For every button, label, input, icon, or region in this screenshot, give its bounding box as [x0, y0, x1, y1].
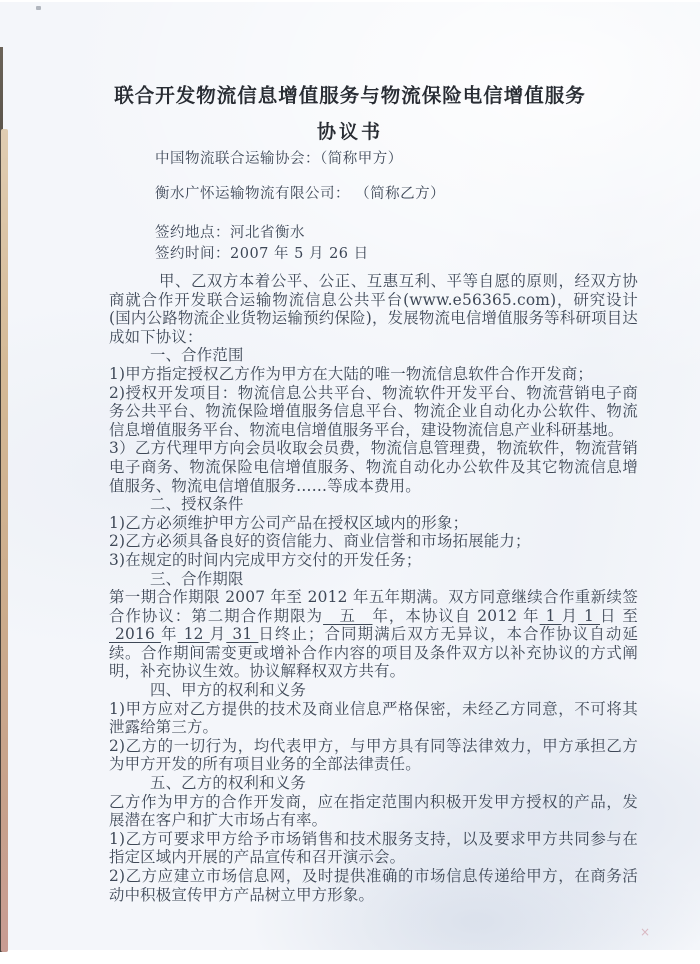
paragraph-text: 四、甲方的权利和义务 — [150, 681, 306, 700]
section-heading — [109, 774, 638, 793]
body-paragraph — [109, 514, 638, 533]
filled-blank-underlined: 12 — [177, 625, 210, 644]
filled-blank-underlined: 2016 — [109, 625, 162, 644]
section-heading — [109, 346, 638, 365]
paragraph-text: 乙方作为甲方的合作开发商，应在指定范围内积极开发甲方授权的产品，发展潜在客户和扩大市场占有率。 — [109, 792, 638, 830]
paragraph-text: 二、授权条件 — [150, 495, 244, 514]
filled-blank-underlined: 五 — [323, 606, 373, 625]
filled-blank-underlined: 1 — [578, 606, 600, 625]
body-paragraph — [109, 867, 638, 904]
document-content — [0, 2, 700, 904]
paragraph-text: 1)乙方必须维护甲方公司产品在授权区域内的形象； — [109, 513, 469, 532]
body-paragraph — [109, 551, 638, 570]
paragraph-text: 第一期合作期限 2007 年至 2012 年五年期满。双方同意继续合作重新续签合作协议：第二期合作期限为 — [109, 588, 638, 625]
document-subtitle: 协议书 — [316, 121, 383, 143]
paragraph-text: 1)甲方应对乙方提供的技术及商业信息严格保密，未经乙方同意，不可将其泄露给第三方。 — [109, 699, 638, 737]
body-paragraph — [109, 793, 638, 830]
section-heading — [109, 570, 638, 589]
paragraph-text: 月 — [561, 606, 579, 625]
party-a-line: 中国物流联合运输协会：（简称甲方） — [155, 151, 403, 167]
paragraph-text: 三、合作期限 — [150, 569, 244, 588]
paragraph-text: 日终止；合同期满后双方无异议，本合作协议自动延续。合作期间需变更或增补合作内容的项目及条件双方以补充协议的方式阐明，补充协议生效。协议解释权双方共有。 — [109, 625, 639, 681]
scan-corner-mark: × — [640, 925, 651, 939]
paragraph-text: 2)乙方应建立市场信息网，及时提供准确的市场信息传递给甲方，在商务活动中积极宣传甲方产品树立甲方形象。 — [109, 867, 638, 904]
document-title: 联合开发物流信息增值服务与物流保险电信增值服务 — [114, 84, 586, 107]
sign-time-line: 签约时间：2007 年 5 月 26 日 — [155, 246, 369, 262]
paragraph-text: 3）乙方代理甲方向会员收取会员费，物流信息管理费，物流软件，物流营销电子商务、物流保险电信增值服务、物流自动化办公软件及其它物流信息增值服务、物流电信增值服务……等成本费用。 — [109, 439, 638, 495]
body-paragraph — [109, 700, 638, 737]
filled-blank-underlined: 31 — [226, 625, 259, 644]
body-paragraph — [109, 439, 638, 495]
section-heading — [109, 681, 638, 700]
section-heading — [109, 495, 638, 514]
paragraph-text: 月 — [209, 625, 227, 644]
sign-place-line: 签约地点：河北省衡水 — [155, 225, 305, 241]
paragraph-text: 2)授权开发项目：物流信息公共平台、物流软件开发平台、物流营销电子商务公共平台、物流保险增值服务信息平台、物流企业自动化办公软件、物流信息增值服务平台、物流电信增值服务平台，建设物流信息产业科研基地。 — [109, 383, 638, 439]
paragraph-text: 2)乙方必须具备良好的资信能力、商业信誉和市场拓展能力； — [109, 532, 531, 551]
paragraph-text: 1)乙方可要求甲方给予市场销售和技术服务支持，以及要求甲方共同参与在指定区域内开展的产品宣传和召开演示会。 — [109, 829, 638, 867]
paragraph-text: 1)甲方指定授权乙方作为甲方在大陆的唯一物流信息软件合作开发商； — [109, 364, 593, 383]
paragraph-text: 一、合作范围 — [150, 346, 244, 365]
paragraph-text: 年 — [161, 625, 178, 644]
paragraph-text: 2)乙方的一切行为，均代表甲方，与甲方具有同等法律效力，甲方承担乙方为甲方开发的所有项目业务的全部法律责任。 — [109, 736, 638, 774]
paragraph-text: 五、乙方的权利和义务 — [150, 774, 306, 793]
paragraph-text: 年，本协议自 2012 年 — [372, 606, 540, 625]
paragraph-text: 甲、乙双方本着公平、公正、互惠互利、平等自愿的原则，经双方协商就合作开发联合运输物流信息公共平台(www.e56365.com)，研究设计(国内公路物流企业货物运输预约保险)，发展物流电信增值服务等科研项目达成如下协议： — [109, 272, 638, 346]
party-b-line: 衡水广怀运输物流有限公司： （简称乙方） — [155, 186, 446, 202]
paragraph-text: 日 至 — [599, 606, 639, 625]
body-paragraph — [109, 830, 638, 867]
paragraph-text: 3)在规定的时间内完成甲方交付的开发任务； — [109, 550, 422, 569]
body-paragraph — [109, 588, 638, 681]
agreement-body — [109, 272, 638, 904]
filled-blank-underlined: 1 — [539, 606, 562, 625]
body-paragraph — [109, 365, 638, 384]
paper-sheet — [0, 2, 700, 950]
body-paragraph — [109, 384, 638, 440]
body-paragraph — [109, 737, 638, 774]
body-paragraph — [109, 272, 638, 346]
body-paragraph — [109, 532, 638, 551]
